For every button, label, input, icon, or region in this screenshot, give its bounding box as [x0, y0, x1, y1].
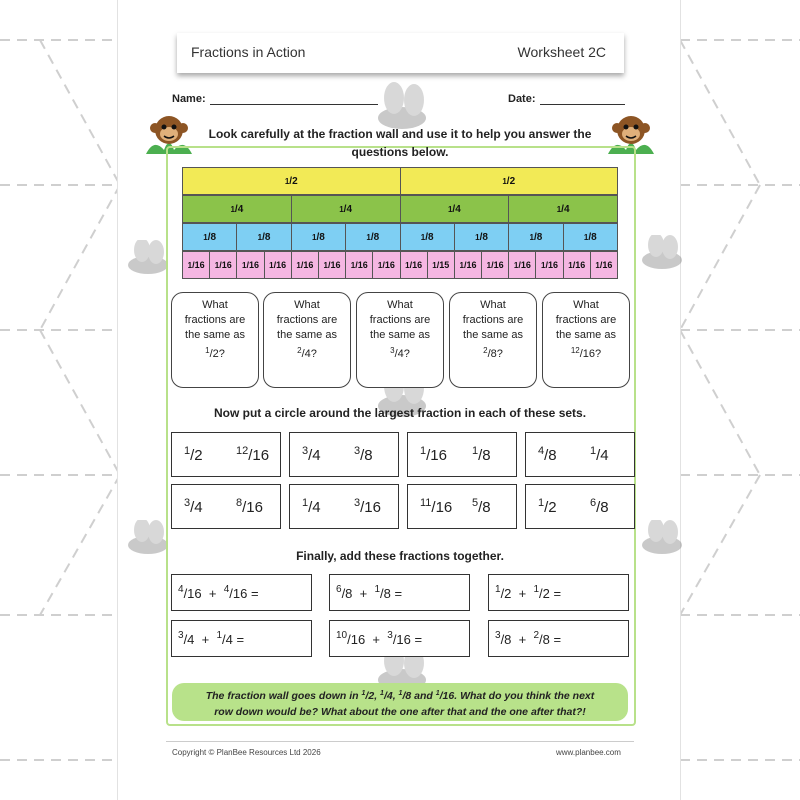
fraction-wall-cell: 1 /8 [508, 223, 563, 251]
addition-box[interactable] [488, 574, 629, 611]
question-prompt-line: What [387, 299, 413, 311]
instruction-circle-largest: Now put a circle around the largest fraction in each of these sets. [213, 406, 587, 420]
fraction-option[interactable]: $^3$/8 [354, 445, 373, 464]
fraction-wall-sixteenths [183, 251, 618, 279]
addend: $^3$/4 [178, 630, 195, 647]
fraction-option[interactable]: $^4$/8 [538, 445, 557, 464]
fraction-wall-cell: 1 /16 [345, 251, 373, 279]
equals-sign: = [549, 632, 562, 647]
fraction-wall-halves [183, 167, 618, 195]
fraction-wall-cell: 1 /16 [481, 251, 509, 279]
fraction-wall-cell: 1 /16 [508, 251, 536, 279]
question-prompt-line: the same as [463, 329, 523, 341]
fraction-option[interactable]: $^{12}$/16 [236, 445, 270, 464]
plus-sign: + [201, 586, 224, 601]
fraction-wall-cell: 1 /4 [182, 195, 292, 223]
fraction-wall-cell: 1 /16 [400, 251, 428, 279]
fraction-option[interactable]: $^{11}$/16 [420, 497, 453, 516]
fraction-wall-cell: 1 /16 [372, 251, 400, 279]
fraction-option[interactable]: $^3$/4 [302, 445, 321, 464]
worksheet-number: Worksheet 2C [517, 44, 606, 60]
worksheet-title: Fractions in Action [191, 44, 306, 60]
fraction-set-box[interactable] [171, 432, 281, 477]
fraction-wall-cell: 1 /16 [535, 251, 563, 279]
question-prompt-line: fractions are [555, 314, 617, 326]
fraction-wall-cell: 1 /16 [236, 251, 264, 279]
equals-sign: = [549, 586, 562, 601]
question-prompt-line: the same as [277, 329, 337, 341]
bottom-prompt-end: What do you think the next [460, 690, 595, 702]
instruction-add-fractions: Finally, add these fractions together. [296, 549, 504, 563]
bottom-prompt-start: The fraction wall goes down in [205, 690, 359, 702]
question-prompt-line: fractions are [369, 314, 431, 326]
plus-sign: + [511, 586, 534, 601]
fraction-wall-cell: 1 /8 [454, 223, 509, 251]
question-prompt-line: What [294, 299, 320, 311]
prompt-fraction: $^1$/16 [435, 690, 455, 702]
fraction-option[interactable]: $^5$/8 [472, 497, 491, 516]
equals-sign: = [390, 586, 403, 601]
fraction-wall-cell: 1 /8 [345, 223, 400, 251]
fraction-set-box[interactable] [525, 484, 635, 529]
question-prompt-line: fractions are [462, 314, 524, 326]
fraction-set-box[interactable] [525, 432, 635, 477]
fraction-wall-cell: 1 /4 [291, 195, 401, 223]
question-fraction: $^1$/2? [205, 346, 225, 360]
fraction-wall-cell: 1 /16 [209, 251, 237, 279]
addend: $^3$/16 [387, 630, 411, 647]
fraction-option[interactable]: $^1$/2 [538, 497, 557, 516]
question-prompt-line: What [202, 299, 228, 311]
fraction-wall-cell: 1 /16 [318, 251, 346, 279]
fraction-wall-eighths [183, 223, 618, 251]
fraction-wall-cell: 1 /16 [291, 251, 319, 279]
addition-box[interactable] [329, 574, 470, 611]
question-prompt-line: the same as [185, 329, 245, 341]
fraction-wall-cell: 1 /16 [590, 251, 618, 279]
fraction-wall-cell: 1 /8 [400, 223, 455, 251]
question-fraction: $^3$/4? [390, 346, 410, 360]
name-line[interactable] [210, 104, 378, 105]
fraction-wall-cell: 1 /8 [563, 223, 618, 251]
plus-sign: + [352, 586, 375, 601]
addition-box[interactable] [171, 620, 312, 657]
fraction-option[interactable]: $^1$/16 [420, 445, 447, 464]
question-prompt-line: the same as [556, 329, 616, 341]
equals-sign: = [232, 632, 245, 647]
fraction-option[interactable]: $^1$/4 [302, 497, 321, 516]
plus-sign: + [194, 632, 217, 647]
addend: $^1$/2 [533, 584, 550, 601]
fraction-wall-quarters [183, 195, 618, 223]
plus-sign: + [365, 632, 388, 647]
date-label: Date: [508, 93, 536, 105]
fraction-wall-cell: 1 /16 [454, 251, 482, 279]
fraction-set-box[interactable] [407, 484, 517, 529]
addend: $^6$/8 [336, 584, 353, 601]
fraction-option[interactable]: $^3$/16 [354, 497, 381, 516]
equals-sign: = [247, 586, 259, 601]
fraction-wall-cell: 1 /4 [508, 195, 618, 223]
fraction-set-box[interactable] [289, 484, 399, 529]
addend: $^{10}$/16 [336, 630, 366, 647]
plus-sign: + [511, 632, 534, 647]
fraction-wall-cell: 1 /15 [427, 251, 455, 279]
fraction-option[interactable]: $^1$/4 [590, 445, 609, 464]
equals-sign: = [410, 632, 423, 647]
addend: $^4$/16 [178, 584, 202, 601]
addition-box[interactable] [488, 620, 629, 657]
addition-box[interactable] [171, 574, 312, 611]
equivalence-question-box[interactable] [171, 292, 259, 388]
bottom-prompt-line-2: row down would be? What about the one after that and the one after that?! [214, 706, 586, 718]
fraction-option[interactable]: $^1$/8 [472, 445, 491, 464]
fraction-option[interactable]: $^3$/4 [184, 497, 203, 516]
equivalence-question-box[interactable] [542, 292, 630, 388]
bee-watermark-icon [632, 235, 692, 275]
question-prompt-line: What [480, 299, 506, 311]
fraction-wall-cell: 1 /16 [264, 251, 292, 279]
addend: $^3$/8 [495, 630, 512, 647]
prompt-fraction: $^1$/8 [398, 690, 412, 702]
addition-box[interactable] [329, 620, 470, 657]
fraction-set-box[interactable] [407, 432, 517, 477]
date-line[interactable] [540, 104, 625, 105]
question-prompt-line: fractions are [276, 314, 338, 326]
instruction-fraction-wall [190, 125, 610, 161]
equivalence-question-box[interactable] [356, 292, 444, 388]
addend: $^1$/8 [374, 584, 391, 601]
fraction-wall-cell: 1 /16 [563, 251, 591, 279]
addend: $^1$/2 [495, 584, 512, 601]
fraction-wall-cell: 1 /4 [400, 195, 510, 223]
question-prompt-line: fractions are [184, 314, 246, 326]
fraction-option[interactable]: $^8$/16 [236, 497, 263, 516]
bottom-prompt-fractions: $^1$/2, $^1$/4, $^1$/8 and $^1$/16. [361, 690, 458, 702]
bottom-prompt [172, 683, 628, 721]
question-prompt-line: the same as [370, 329, 430, 341]
question-fraction: $^{12}$/16? [570, 346, 602, 360]
footer-website[interactable]: www.planbee.com [556, 748, 621, 757]
bee-watermark-icon [632, 520, 692, 560]
addend: $^4$/16 [223, 584, 248, 601]
footer-divider [166, 741, 634, 742]
question-fraction: $^2$/8? [483, 346, 503, 360]
equivalence-question-box[interactable] [263, 292, 351, 388]
instruction-line-1: Look carefully at the fraction wall and use it to help you answer the [208, 127, 592, 141]
instruction-line-2: questions below. [351, 145, 449, 159]
fraction-option[interactable]: $^1$/2 [184, 445, 203, 464]
question-prompt-line: What [573, 299, 599, 311]
fraction-wall-cell: 1 /16 [182, 251, 210, 279]
fraction-wall-cell: 1 /8 [236, 223, 291, 251]
name-label: Name: [172, 93, 206, 105]
fraction-set-box[interactable] [289, 432, 399, 477]
header-box [177, 33, 624, 73]
fraction-set-box[interactable] [171, 484, 281, 529]
fraction-option[interactable]: $^6$/8 [590, 497, 609, 516]
fraction-wall-cell: 1 /8 [182, 223, 237, 251]
addend: $^1$/4 [216, 630, 233, 647]
addend: $^2$/8 [533, 630, 550, 647]
footer-copyright: Copyright © PlanBee Resources Ltd 2026 [172, 748, 321, 757]
fraction-wall-cell: 1 /2 [400, 167, 619, 195]
question-fraction: $^2$/4? [297, 346, 317, 360]
fraction-wall-cell: 1 /2 [182, 167, 401, 195]
equivalence-question-box[interactable] [449, 292, 537, 388]
prompt-fraction: $^1$/2 [361, 690, 375, 702]
prompt-fraction: $^1$/4 [380, 690, 393, 702]
fraction-wall-cell: 1 /8 [291, 223, 346, 251]
